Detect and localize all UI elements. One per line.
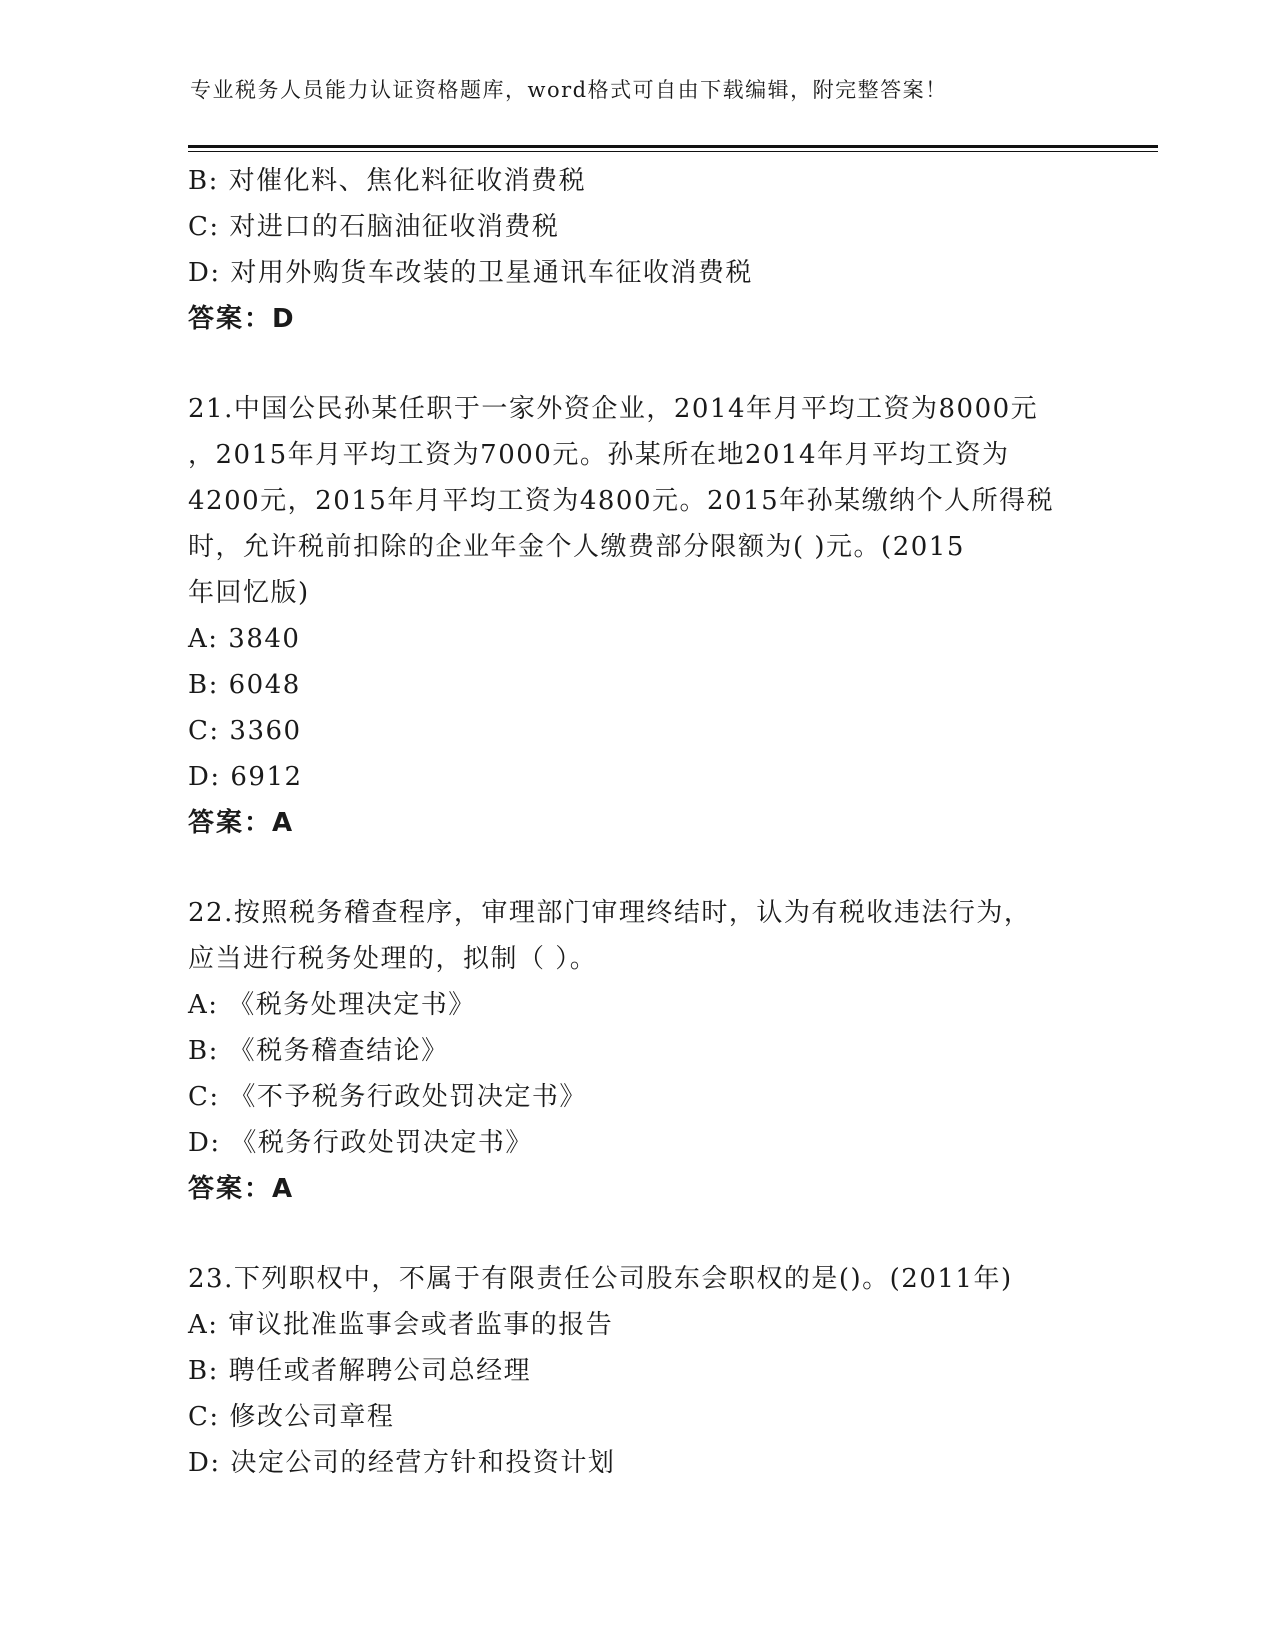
spacer [188, 846, 1088, 890]
option-c: C: 《不予税务行政处罚决定书》 [188, 1082, 587, 1112]
option-a: A: 3840 [188, 624, 301, 654]
option-d: D: 《税务行政处罚决定书》 [188, 1128, 533, 1158]
option-a: A: 审议批准监事会或者监事的报告 [188, 1310, 614, 1340]
option-a: A: 《税务处理决定书》 [188, 990, 476, 1020]
question-20-tail [188, 158, 1088, 342]
header-rule-thick [188, 145, 1158, 148]
question-stem-line: 23.下列职权中，不属于有限责任公司股东会职权的是()。(2011年) [188, 1264, 1013, 1294]
question-stem-line: 22.按照税务稽查程序，审理部门审理终结时，认为有税收违法行为， [188, 898, 1032, 928]
option-c: C: 对进口的石脑油征收消费税 [188, 212, 560, 242]
header-rule-thin [188, 151, 1158, 152]
question-stem-line: 应当进行税务处理的，拟制（ ）。 [188, 944, 598, 974]
answer-label: 答案：D [188, 304, 296, 334]
question-stem-line: ，2015年月平均工资为7000元。孙某所在地2014年月平均工资为 [188, 440, 1010, 470]
document-body [188, 158, 1088, 1486]
option-b: B: 聘任或者解聘公司总经理 [188, 1356, 532, 1386]
answer-label: 答案：A [188, 1174, 295, 1204]
option-d: D: 6912 [188, 762, 303, 792]
question-22 [188, 890, 1088, 1212]
question-23 [188, 1256, 1088, 1486]
option-b: B: 6048 [188, 670, 301, 700]
option-d: D: 决定公司的经营方针和投资计划 [188, 1448, 616, 1478]
page-header: 专业税务人员能力认证资格题库，word格式可自由下载编辑，附完整答案！ [190, 78, 948, 102]
question-21 [188, 386, 1088, 846]
question-stem-line: 4200元，2015年月平均工资为4800元。2015年孙某缴纳个人所得税 [188, 486, 1055, 516]
option-b: B: 对催化料、焦化料征收消费税 [188, 166, 587, 196]
question-stem-line: 年回忆版) [188, 578, 310, 608]
question-stem-line: 时，允许税前扣除的企业年金个人缴费部分限额为( )元。(2015 [188, 532, 965, 562]
answer-label: 答案：A [188, 808, 295, 838]
option-d: D: 对用外购货车改装的卫星通讯车征收消费税 [188, 258, 753, 288]
option-c: C: 修改公司章程 [188, 1402, 395, 1432]
option-c: C: 3360 [188, 716, 302, 746]
option-b: B: 《税务稽查结论》 [188, 1036, 449, 1066]
spacer [188, 342, 1088, 386]
spacer [188, 1212, 1088, 1256]
question-stem-line: 21.中国公民孙某任职于一家外资企业，2014年月平均工资为8000元 [188, 394, 1039, 424]
